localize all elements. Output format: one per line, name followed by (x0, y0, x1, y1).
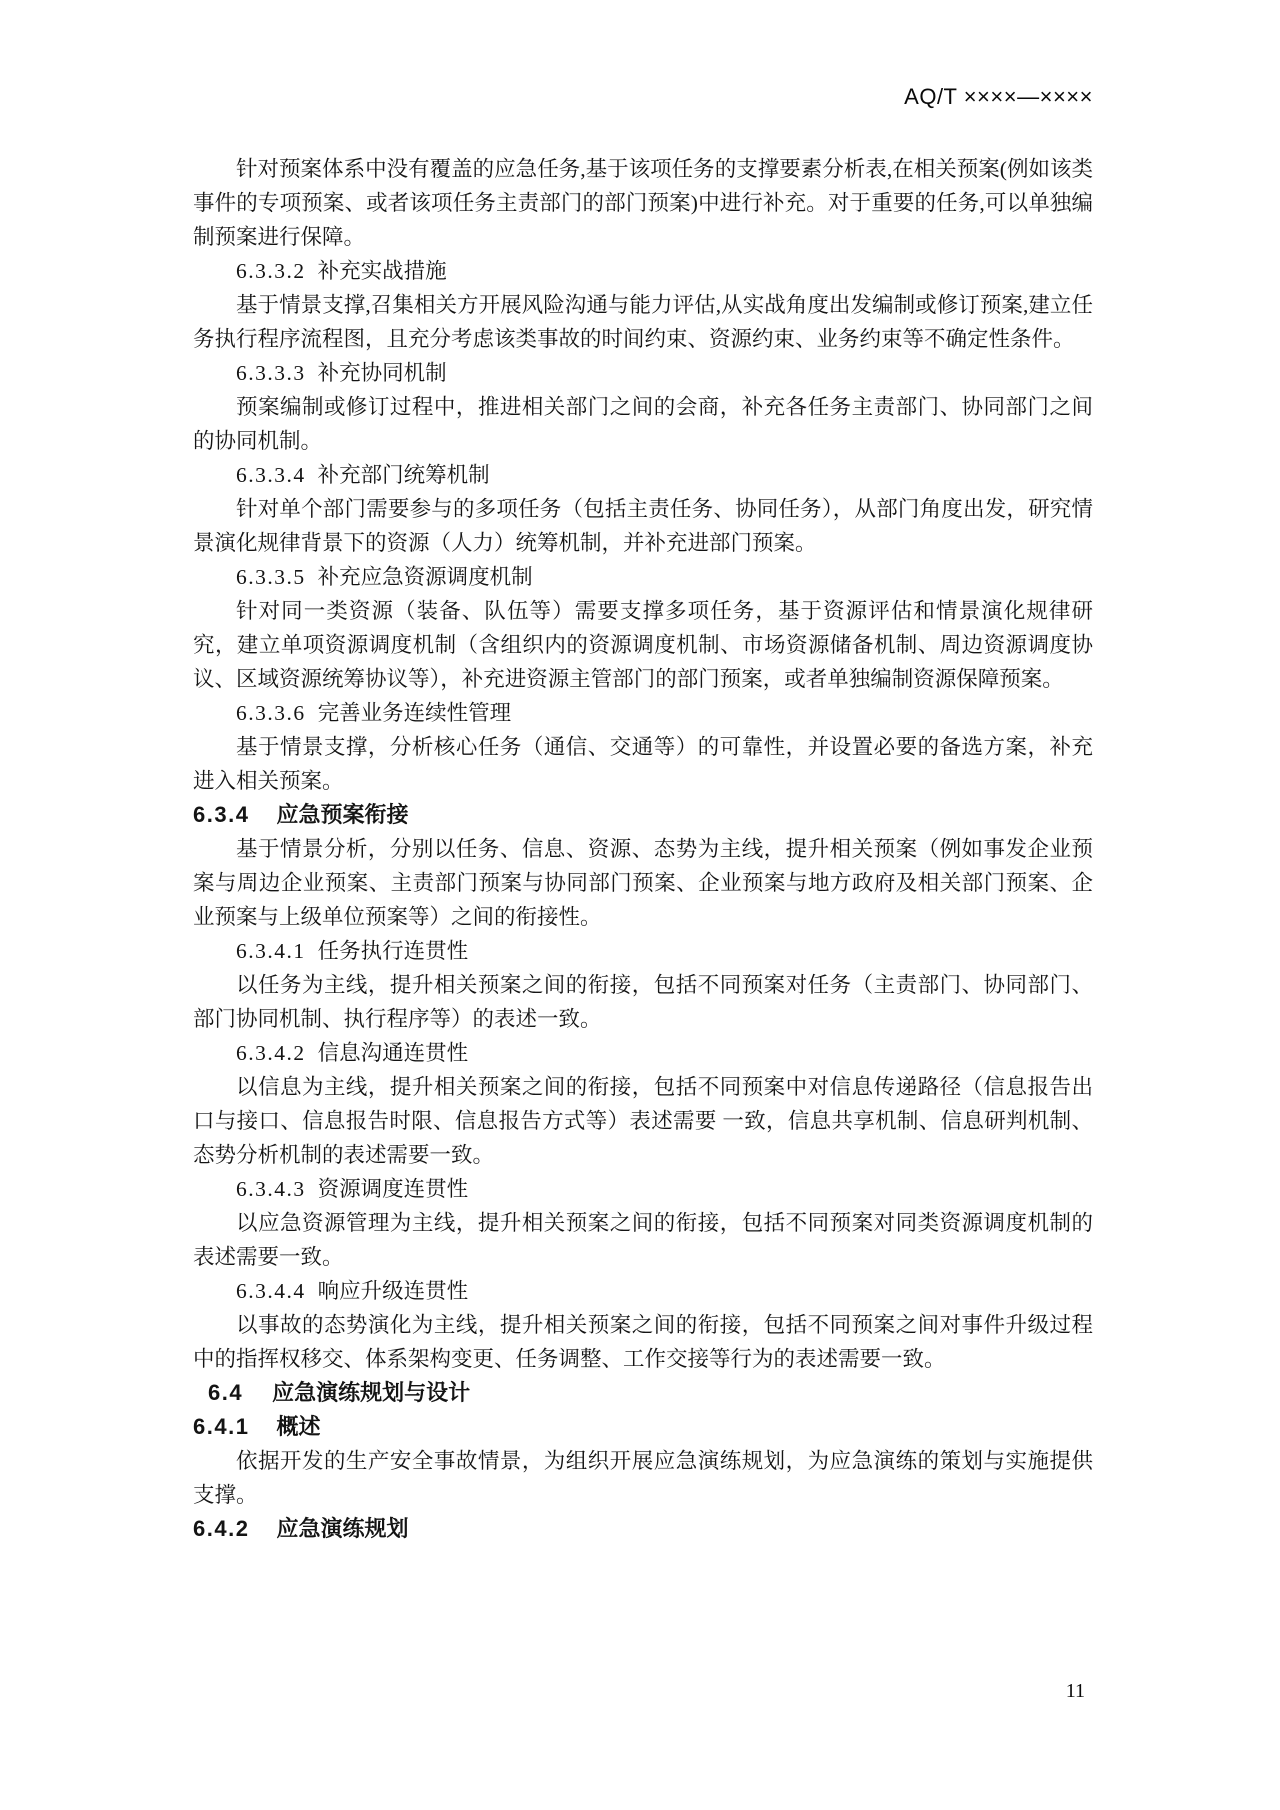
clause-title: 补充协同机制 (317, 361, 447, 385)
clause-title: 完善业务连续性管理 (317, 701, 512, 725)
paragraph: 以信息为主线，提升相关预案之间的衔接，包括不同预案中对信息传递路径（信息报告出口与接口、信息报告时限、信息报告方式等）表述需要 一致，信息共享机制、信息研判机制、态势分析机制的表述需要一致。 (193, 1075, 1093, 1167)
clause-title: 补充部门统筹机制 (317, 463, 490, 487)
clause-number: 6.3.3.6 (236, 701, 306, 725)
clause-title: 信息沟通连贯性 (317, 1041, 469, 1065)
clause-subheading (193, 1036, 1093, 1070)
paragraph: 以任务为主线，提升相关预案之间的衔接，包括不同预案对任务（主责部门、协同部门、部门协同机制、执行程序等）的表述一致。 (193, 973, 1093, 1031)
clause-number: 6.3.4 (193, 802, 250, 827)
clause-title: 补充应急资源调度机制 (317, 565, 533, 589)
paragraph: 基于情景支撑，分析核心任务（通信、交通等）的可靠性，并设置必要的备选方案，补充进入相关预案。 (193, 735, 1093, 793)
clause-subheading (193, 458, 1093, 492)
clause-number: 6.3.3.5 (236, 565, 306, 589)
paragraph: 以应急资源管理为主线，提升相关预案之间的衔接，包括不同预案对同类资源调度机制的表述需要一致。 (193, 1211, 1093, 1269)
document-body (193, 152, 1093, 1546)
clause-number: 6.3.4.4 (236, 1279, 306, 1303)
clause-title: 资源调度连贯性 (317, 1177, 469, 1201)
clause-number: 6.4.2 (193, 1516, 250, 1541)
clause-title: 任务执行连贯性 (317, 939, 469, 963)
clause-subheading (193, 934, 1093, 968)
clause-number: 6.3.4.1 (236, 939, 306, 963)
clause-subheading (193, 696, 1093, 730)
clause-title: 概述 (276, 1414, 321, 1439)
clause-subheading (193, 1274, 1093, 1308)
paragraph: 以事故的态势演化为主线，提升相关预案之间的衔接，包括不同预案之间对事件升级过程中的指挥权移交、体系架构变更、任务调整、工作交接等行为的表述需要一致。 (193, 1313, 1093, 1371)
section-heading (193, 798, 1093, 832)
clause-subheading (193, 1172, 1093, 1206)
clause-title: 应急演练规划与设计 (272, 1380, 471, 1405)
paragraph: 针对单个部门需要参与的多项任务（包括主责任务、协同任务），从部门角度出发，研究情景演化规律背景下的资源（人力）统筹机制，并补充进部门预案。 (193, 497, 1093, 555)
clause-number: 6.4.1 (193, 1414, 250, 1439)
paragraph: 基于情景分析，分别以任务、信息、资源、态势为主线，提升相关预案（例如事发企业预案与周边企业预案、主责部门预案与协同部门预案、企业预案与地方政府及相关部门预案、企业预案与上级单位预案等）之间的衔接性。 (193, 837, 1093, 929)
clause-title: 补充实战措施 (317, 259, 447, 283)
paragraph: 基于情景支撑,召集相关方开展风险沟通与能力评估,从实战角度出发编制或修订预案,建立任务执行程序流程图，且充分考虑该类事故的时间约束、资源约束、业务约束等不确定性条件。 (193, 293, 1093, 351)
paragraph: 针对同一类资源（装备、队伍等）需要支撑多项任务，基于资源评估和情景演化规律研究，建立单项资源调度机制（含组织内的资源调度机制、市场资源储备机制、周边资源调度协议、区域资源统筹协议等），补充进资源主管部门的部门预案，或者单独编制资源保障预案。 (193, 599, 1093, 691)
clause-number: 6.3.3.3 (236, 361, 306, 385)
clause-number: 6.4 (208, 1380, 244, 1405)
clause-title: 应急演练规划 (276, 1516, 409, 1541)
section-heading (193, 1410, 1093, 1444)
clause-subheading (193, 254, 1093, 288)
clause-number: 6.3.4.3 (236, 1177, 306, 1201)
page-number: 11 (1065, 1680, 1085, 1702)
standard-code-header: AQ/T ××××—×××× (904, 84, 1093, 109)
paragraph: 针对预案体系中没有覆盖的应急任务,基于该项任务的支撑要素分析表,在相关预案(例如该类事件的专项预案、或者该项任务主责部门的部门预案)中进行补充。对于重要的任务,可以单独编制预案进行保障。 (193, 157, 1093, 249)
clause-subheading (193, 356, 1093, 390)
clause-title: 应急预案衔接 (276, 802, 409, 827)
clause-number: 6.3.3.2 (236, 259, 306, 283)
section-heading (193, 1376, 1093, 1410)
paragraph: 预案编制或修订过程中，推进相关部门之间的会商，补充各任务主责部门、协同部门之间的协同机制。 (193, 395, 1093, 453)
clause-title: 响应升级连贯性 (317, 1279, 469, 1303)
clause-subheading (193, 560, 1093, 594)
paragraph: 依据开发的生产安全事故情景，为组织开展应急演练规划，为应急演练的策划与实施提供支撑。 (193, 1449, 1093, 1507)
clause-number: 6.3.4.2 (236, 1041, 306, 1065)
section-heading (193, 1512, 1093, 1546)
clause-number: 6.3.3.4 (236, 463, 306, 487)
